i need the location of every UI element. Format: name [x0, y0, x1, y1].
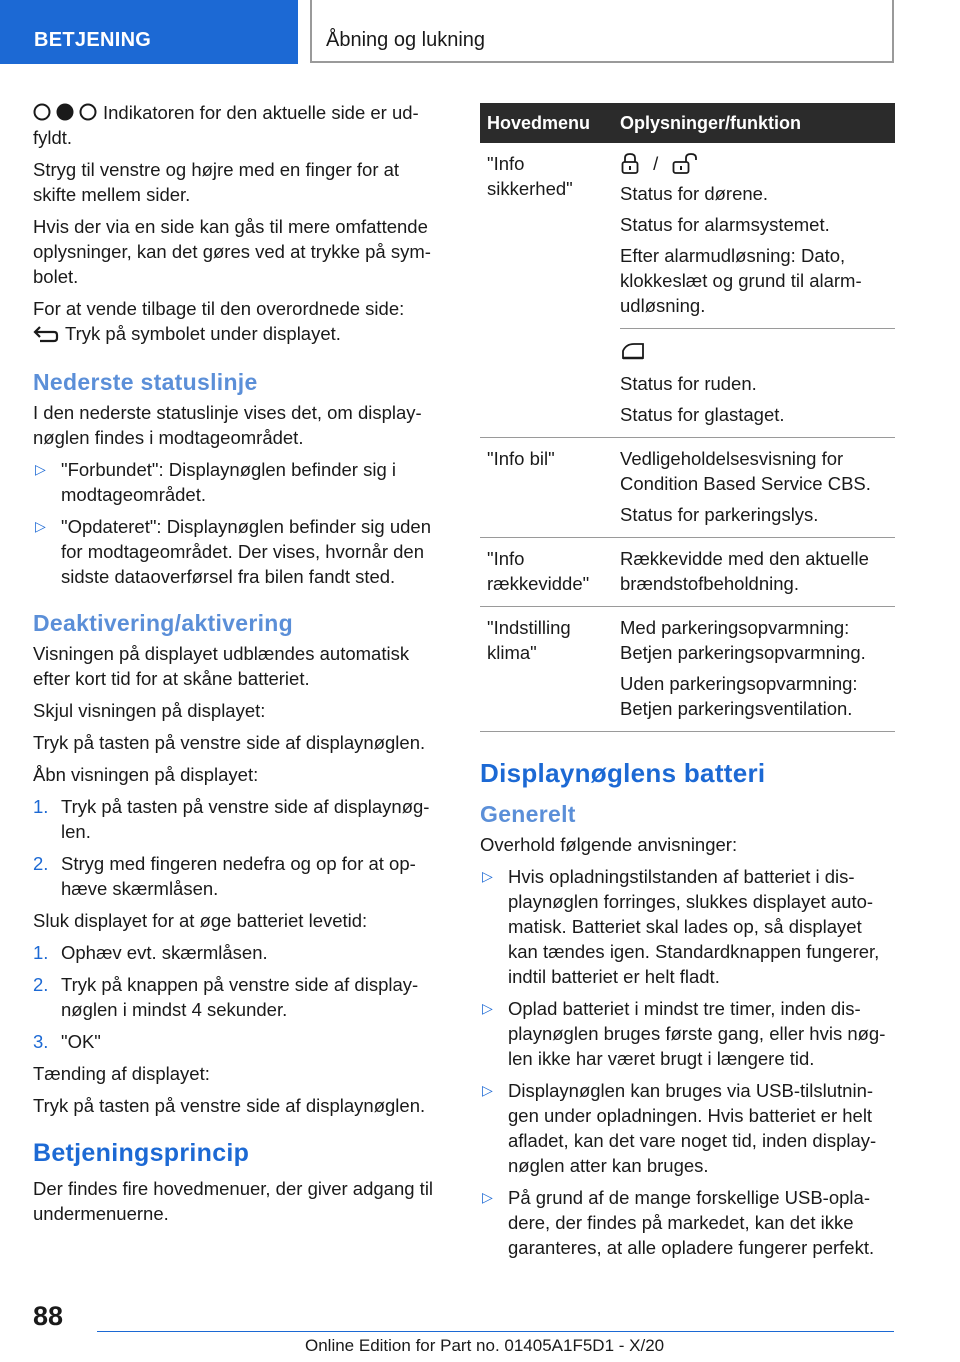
slash-text: / [653, 153, 659, 174]
main-menu-table [480, 103, 895, 732]
page-number: 88 [33, 1301, 64, 1331]
chapter-title-box [310, 0, 894, 63]
deact-text-4: Åbn visningen på displayet: [33, 764, 259, 785]
list-item: ▷ "Opdateret": Displaynøglen befinder sig uden for modtageområdet. Der vises, hvornår den sidste dataoverførsel fra bilen fandt sted. [35, 516, 431, 587]
triangle-bullet-icon: ▷ [35, 461, 46, 477]
menu-cell: "Indstilling klima" [480, 607, 613, 732]
table-row [480, 607, 895, 732]
info-cell: Rækkevidde med den aktuelle brændstofbeholdning. [613, 538, 895, 607]
page-header [0, 0, 960, 66]
status-line-text: I den nederste statuslinje vises det, om display-nøglen findes i modtageområdet. [33, 402, 422, 448]
heading-general: Generelt [480, 801, 576, 827]
open-steps-list [33, 794, 445, 901]
door-status-block: / Status for dørene. Status for alarmsystemet. Efter alarmudløsning: Dato, klokkeslæt og grund til alarm-udløsning. [620, 151, 895, 329]
indicator-paragraph [33, 100, 445, 150]
deact-text-1: Visningen på displayet udblændes automatisk efter kort tid for at skåne batteriet. [33, 643, 410, 689]
general-intro: Overhold følgende anvisninger: [480, 834, 738, 855]
off-steps-list [33, 940, 445, 1054]
column-header: Hovedmenu [480, 103, 613, 143]
info-cell: Med parkeringsopvarmning: Betjen parkeringsopvarmning. Uden parkeringsopvarmning: Betjen parkeringsventilation. [613, 607, 895, 732]
section-tab [0, 0, 298, 64]
list-item: 3. "OK" [33, 1031, 101, 1052]
list-item: ▷ Displaynøglen kan bruges via USB-tilslutnin-gen under opladningen. Hvis batteriet er helt afladet, kan det vare noget tid, inden display-nøglen atter kan bruges. [482, 1080, 877, 1176]
deact-text-2: Skjul visningen på displayet: [33, 700, 266, 721]
back-text: Tryk på symbolet under displayet. [65, 323, 341, 344]
info-cell: Vedligeholdelsesvisning for Condition Based Service CBS. Status for parkeringslys. [613, 438, 895, 538]
list-item: ▷ Oplad batteriet i mindst tre timer, inden dis-playnøglen bruges første gang, eller hvis nøg-len ikke har været brugt i længere tid. [482, 998, 886, 1069]
column-header: Oplysninger/funktion [613, 103, 895, 143]
swipe-text: Stryg til venstre og højre med en finger for at skifte mellem sider. [33, 159, 400, 205]
status-list [33, 457, 445, 589]
menu-cell: "Info rækkevidde" [480, 538, 613, 607]
triangle-bullet-icon: ▷ [35, 518, 46, 534]
list-item: ▷ På grund af de mange forskellige USB-opla-dere, der findes på markedet, kan det ikke garanteres, at alle opladere fungerer perfekt. [482, 1187, 875, 1258]
heading-battery: Displaynøglens batteri [480, 758, 766, 788]
off-intro: Sluk displayet for at øge batteriet levetid: [33, 910, 368, 931]
on-text: Tryk på tasten på venstre side af displaynøglen. [33, 1095, 426, 1116]
back-paragraph [33, 321, 445, 346]
window-icon [620, 341, 646, 361]
deact-text-3: Tryk på tasten på venstre side af displaynøglen. [33, 732, 426, 753]
table-row [480, 438, 895, 538]
indicator-text: Indikatoren for den aktuelle side er ud-fyldt. [33, 102, 419, 148]
return-text: For at vende tilbage til den overordnede side: [33, 298, 405, 319]
menu-cell: "Info bil" [480, 438, 613, 538]
triangle-bullet-icon: ▷ [482, 868, 493, 884]
left-column [33, 100, 445, 1233]
triangle-bullet-icon: ▷ [482, 1189, 493, 1205]
info-cell: / Status for dørene. Status for alarmsystemet. Efter alarmudløsning: Dato, klokkeslæt og grund til alarm-udløsning. Status for ruden. Status for glastaget. [613, 143, 895, 438]
heading-status-line: Nederste statuslinje [33, 369, 258, 395]
list-item: 2. Stryg med fingeren nedefra og op for at op-hæve skærmlåsen. [33, 853, 416, 899]
lock-closed-icon [620, 152, 640, 176]
on-intro: Tænding af displayet: [33, 1063, 210, 1084]
triangle-bullet-icon: ▷ [482, 1082, 493, 1098]
heading-deactivation: Deaktivering/aktivering [33, 610, 294, 636]
battery-list [480, 864, 895, 1260]
list-item: 2. Tryk på knappen på venstre side af display-nøglen i mindst 4 sekunder. [33, 974, 419, 1020]
right-column [480, 100, 895, 1267]
lock-open-icon [671, 152, 699, 176]
menu-cell: "Info sikkerhed" [480, 143, 613, 438]
list-item: 1. Ophæv evt. skærmlåsen. [33, 942, 268, 963]
table-row [480, 143, 895, 438]
page-indicator-dots-icon [33, 103, 97, 121]
lock-icons-line [620, 151, 895, 177]
window-icon-line [620, 341, 895, 367]
table-header-row [480, 103, 895, 143]
edition-text: Online Edition for Part no. 01405A1F5D1 - X/20 [305, 1336, 665, 1355]
back-arrow-icon [33, 325, 59, 343]
chapter-title: Åbning og lukning [326, 29, 486, 51]
heading-operating-principle: Betjeningsprincip [33, 1139, 250, 1167]
list-item: 1. Tryk på tasten på venstre side af displaynøg-len. [33, 796, 430, 842]
list-item: ▷ "Forbundet": Displaynøglen befinder sig i modtageområdet. [35, 459, 397, 505]
list-item: ▷ Hvis opladningstilstanden af batteriet i dis-playnøglen forringes, slukkes displayet auto-matisk. Batteriet skal lades op, så displayet kan tændes igen. Standardknappen fungerer, indtil batteriet er helt fladt. [482, 866, 880, 987]
more-info-text: Hvis der via en side kan gås til mere omfattende oplysninger, kan det gøres ved at trykke på sym-bolet. [33, 216, 431, 287]
footer-divider [97, 1331, 894, 1332]
triangle-bullet-icon: ▷ [482, 1000, 493, 1016]
section-label: BETJENING [34, 29, 152, 51]
principle-text: Der findes fire hovedmenuer, der giver adgang til undermenuerne. [33, 1178, 434, 1224]
table-row [480, 538, 895, 607]
